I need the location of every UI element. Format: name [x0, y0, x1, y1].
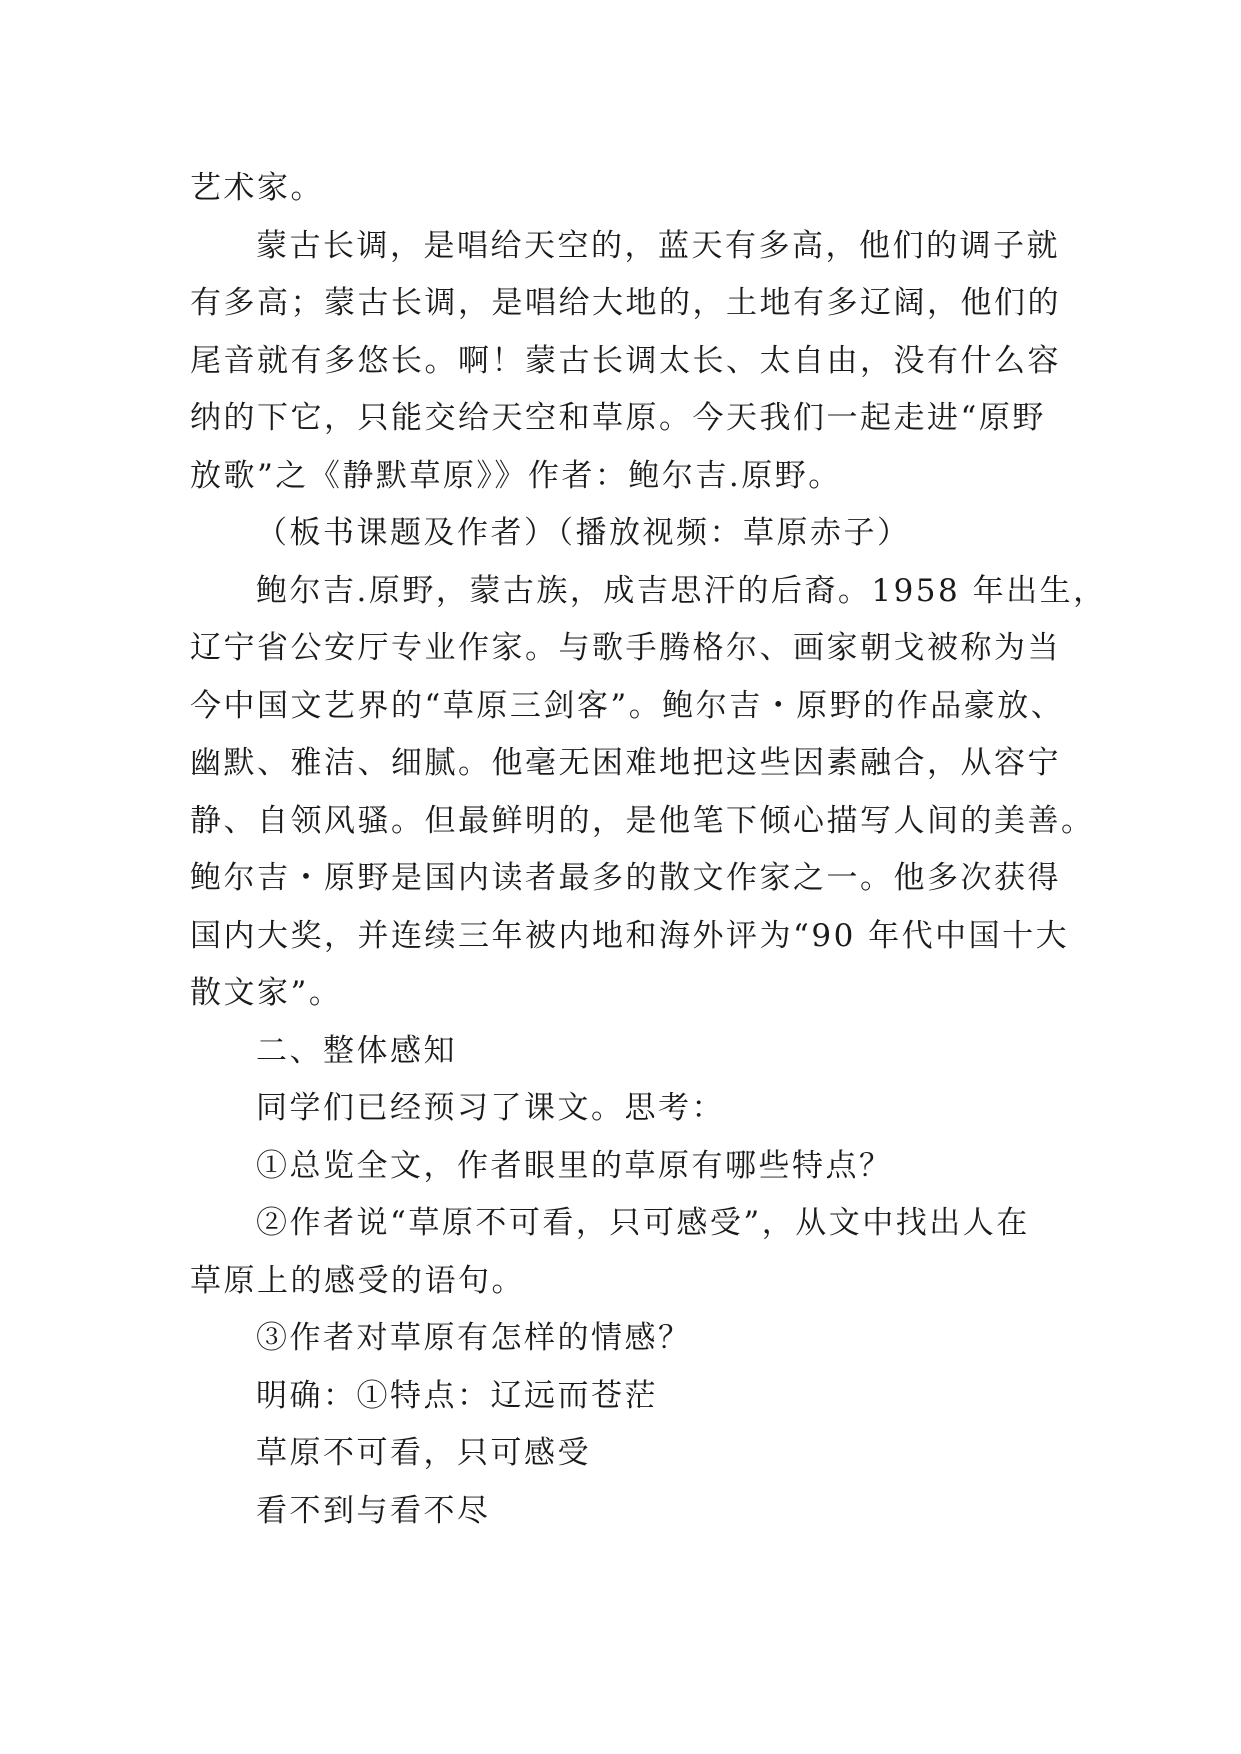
text-line: 鲍尔吉・原野是国内读者最多的散文作家之一。他多次获得 [190, 860, 1061, 896]
text-line: 鲍尔吉.原野，蒙古族，成吉思汗的后裔。1958 年出生， [256, 572, 1107, 609]
answer-line: 草原不可看，只可感受 [256, 1435, 591, 1471]
text-line: 放歌”之《静默草原》》作者：鲍尔吉.原野。 [190, 457, 842, 494]
text-line: 散文家”。 [190, 975, 343, 1011]
text-line: 纳的下它，只能交给天空和草原。今天我们一起走进“原野 [190, 400, 1046, 436]
question-item: ①总览全文，作者眼里的草原有哪些特点？ [256, 1147, 893, 1184]
document-body [190, 160, 1107, 1540]
text-line: 幽默、雅洁、细腻。他毫无困难地把这些因素融合，从容宁 [190, 745, 1061, 781]
text-line: 艺术家。 [190, 170, 324, 206]
text-line: 尾音就有多悠长。啊！蒙古长调太长、太自由，没有什么容 [190, 342, 1061, 379]
text-line: 静、自领风骚。但最鲜明的，是他笔下倾心描写人间的美善。 [190, 802, 1095, 839]
question-item: ②作者说“草原不可看，只可感受”，从文中找出人在 [256, 1205, 1030, 1241]
text-line: 同学们已经预习了课文。思考： [256, 1090, 725, 1126]
text-line: 辽宁省公安厅专业作家。与歌手腾格尔、画家朝戈被称为当 [190, 630, 1061, 666]
answer-line: 看不到与看不尽 [256, 1492, 491, 1529]
text-line: （板书课题及作者）（播放视频：草原赤子） [256, 515, 911, 551]
text-line: 今中国文艺界的“草原三剑客”。鲍尔吉・原野的作品豪放、 [190, 687, 1065, 724]
question-item: ③作者对草原有怎样的情感？ [256, 1320, 692, 1356]
text-line: 蒙古长调，是唱给天空的，蓝天有多高，他们的调子就 [256, 227, 1060, 264]
text-line: 国内大奖，并连续三年被内地和海外评为“90 年代中国十大 [190, 917, 1070, 954]
answer-line: 明确：①特点：辽远而苍茫 [256, 1377, 658, 1414]
text-line: 草原上的感受的语句。 [190, 1262, 525, 1299]
text-line: 有多高；蒙古长调，是唱给大地的，土地有多辽阔，他们的 [190, 285, 1061, 321]
section-heading: 二、整体感知 [256, 1032, 457, 1069]
